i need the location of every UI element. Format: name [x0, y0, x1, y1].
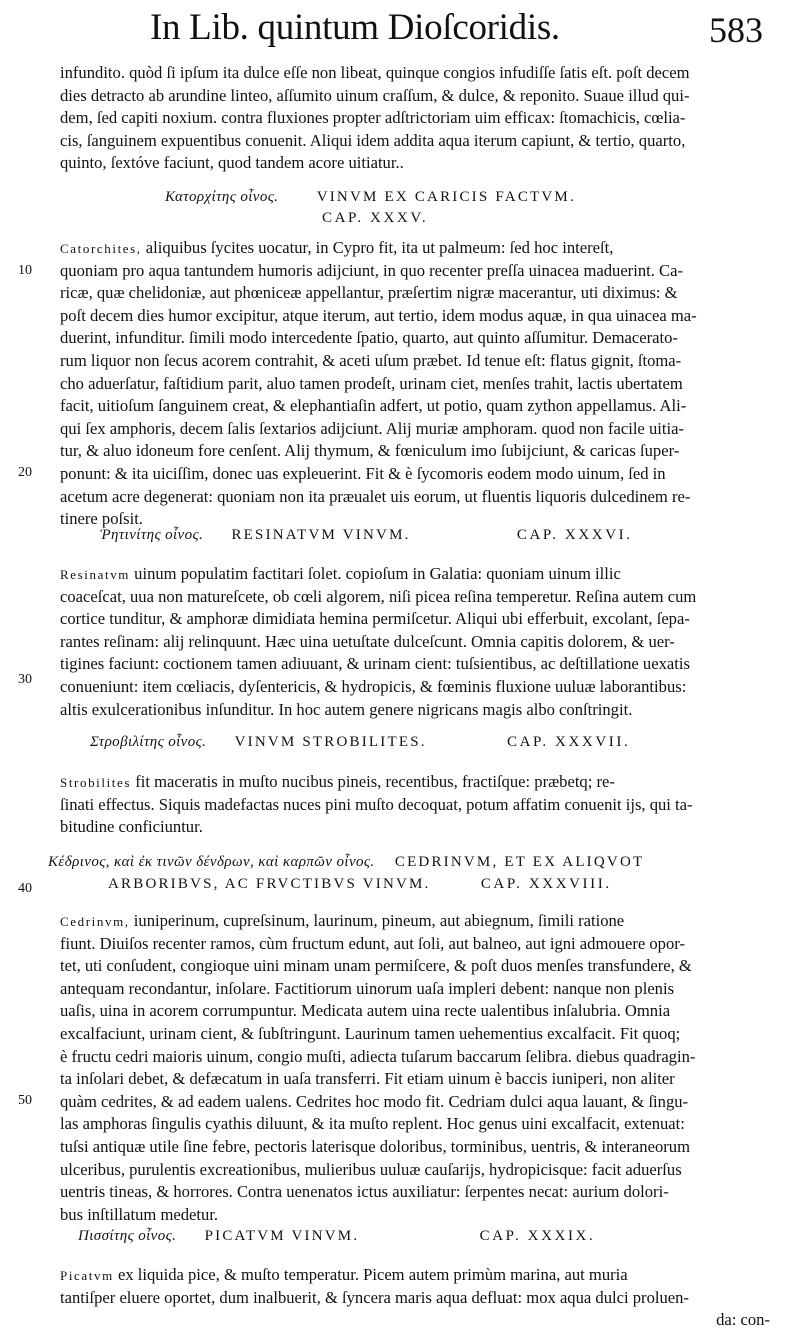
text-line: duerint, infunditur. ſimili modo intercedente ſpatio, quarto, aut quinto aſſumitur. Demacerato- [60, 328, 678, 348]
text-line: las amphoras ſingulis cyathis diluunt, & ita muſto replent. Hoc genus uini excalfacit, extenuat: [60, 1114, 685, 1134]
text-line: quoniam pro aqua tantundem humoris adijciunt, in quo recenter preſſa uinacea maduerint. Ca- [60, 260, 683, 280]
text-line: è fructu cedri maioris uinum, congio muſti, adiecta tuſarum baccarum ſelibra. diebus quadragin- [60, 1046, 696, 1066]
lead-word: Strobilites [60, 775, 132, 790]
text-line: infundito. quòd ſi ipſum ita dulce eſſe non libeat, quinque congios infudiſſe ſatis eſt. poſt decem [60, 63, 690, 82]
margin-line-number: 30 [18, 672, 32, 687]
lead-word: Catorchites, [60, 241, 142, 256]
greek-title: Στροβιλίτης οἶνος. [90, 734, 207, 750]
margin-line-number: 20 [18, 465, 32, 480]
chapter-heading [48, 852, 644, 872]
text-line: da: con- [716, 1310, 770, 1330]
latin-title: VINVM STROBILITES. [234, 734, 427, 750]
text-line: rum liquor non ſecus acorem contrahit, & aceti uſum præbet. Id tenue eſt: flatus gignit, ſtoma- [60, 350, 682, 370]
text-line: Cedrinvm, iuniperinum, cupreſsinum, laurinum, pineum, aut abiegnum, ſimili ratione [60, 911, 625, 930]
latin-title: PICATVM VINVM. [204, 1228, 360, 1244]
lead-word: Resinatvm [60, 567, 131, 582]
running-title: In Lib. quintum Dioſcoridis. [150, 7, 560, 48]
text-line: excalfaciunt, urinam cient, & ſubſtringunt. Laurinum tamen uehementius excalfacit. Fit quoq; [60, 1023, 681, 1043]
text-line: facit, uitioſum ſanguinem creat, & elephantiaſin adfert, ut potio, quam zython appellamus. Ali- [60, 396, 687, 416]
text-line: quinto, ſextóve faciunt, quod tandem acore uitiatur.. [60, 153, 404, 173]
text-line: dem, ſed capiti noxium. contra fluxiones propter adſtrictoriam uim efficax: ſtomachicis, cœlia- [60, 108, 686, 128]
chapter-heading-continued [108, 874, 612, 894]
greek-title: Ῥητινίτης οἶνος. [100, 527, 204, 543]
text-line: cortice tunditur, & amphoræ dimidiata hemina permiſcetur. Aliqui ubi efferbuit, excolant, ſepa- [60, 609, 690, 629]
text-line: bitudine conficiuntur. [60, 817, 203, 837]
latin-title-continued: ARBORIBVS, AC FRVCTIBVS VINVM. [108, 876, 431, 892]
text-line: ricæ, quæ chelidoniæ, aut phœniceæ appellantur, præſertim nigræ macerantur, uti diximus: & [60, 283, 678, 303]
latin-title: VINVM EX CARICIS FACTVM. [316, 189, 576, 205]
text-line: Catorchites, aliquibus ſycites uocatur, in Cypro fit, ita ut palmeum: ſed hoc intereſt, [60, 238, 614, 257]
text-line: conueniunt: item cœliacis, dyſentericis, & hydropicis, & fœminis fluxione uuluæ laborantibus: [60, 676, 687, 696]
text-line: cho aduerſatur, faſtidium parit, aluo tamen prodeſt, urinam ciet, menſes trahit, lactis ubertatem [60, 373, 683, 393]
chapter-paragraph [60, 237, 770, 531]
text-line: altis exulcerationibus inſunditur. In hoc autem genere nigricans magis albo conſtringit. [60, 699, 633, 719]
text-line: tigines faciunt: coctionem tamen adiuuant, & urinam cient: tuſsientibus, ac deſtillatione uexatis [60, 654, 690, 674]
text-line: rantes reſinam: alij relinquunt. Hæc uina uetuſtate dulceſcunt. Omnia capitis dolorem, & uer- [60, 631, 675, 651]
text-line: ſinati effectus. Siquis madefactas nuces pini muſto decoquat, potum affatim conuenit ijs, qui ta- [60, 794, 693, 814]
latin-title: CEDRINVM, ET EX ALIQVOT [394, 854, 645, 870]
text-line: poſt decem dies humor excipitur, atque iterum, aut tertio, idem modus aquæ, in qua uinacea ma- [60, 305, 697, 325]
text-line: dies detracto ab arundine linteo, aſſumito uinum craſſum, & dulce, & reponito. Suaue illud qui- [60, 85, 690, 105]
chapter-heading [78, 1226, 595, 1246]
chapter-number: CAP. XXXIX. [479, 1228, 596, 1244]
text-line: tinere poſsit. [60, 509, 143, 529]
chapter-paragraph [60, 1264, 770, 1332]
text-line: acetum acre degenerat: quoniam non ita præualet uis eorum, ut fluentis liquoris dulcedinem re- [60, 486, 691, 506]
margin-line-number: 50 [18, 1093, 32, 1108]
text-line: uentris tineas, & horrores. Contra uenenatos ictus auxiliatur: ſerpentes necat: aurium dolori- [60, 1182, 669, 1202]
chapter-heading [90, 732, 630, 752]
text-line: cis, ſanguinem expuentibus conuenit. Aliqui idem addita aqua iterum capiunt, & tertio, quarto, [60, 130, 686, 150]
margin-line-number: 10 [18, 263, 32, 278]
text-line: ponunt: & ita uiciſſim, donec uas expleuerint. Fit & è ſycomoris eodem modo uinum, ſed in [60, 463, 666, 483]
text-line: Strobilites fit maceratis in muſto nucibus pineis, recentibus, fractiſque: præbetq; re- [60, 772, 615, 791]
lead-word: Cedrinvm, [60, 914, 130, 929]
intro-paragraph [60, 62, 770, 175]
text-line: tantiſper eluere oportet, dum inalbuerit, & ſyncera maris aqua defluat: mox aqua dulci proluen- [60, 1287, 689, 1307]
latin-title: RESINATVM VINVM. [231, 527, 411, 543]
text-line: ulceribus, purulentis excreationibus, mulieribus uuluæ cauſarijs, hydropicisque: facit aduerſus [60, 1159, 682, 1179]
page-number: 583 [709, 10, 763, 50]
text-line: Resinatvm uinum populatim factitari ſolet. copioſum in Galatia: quoniam uinum illic [60, 564, 621, 583]
lead-word: Picatvm [60, 1268, 114, 1283]
chapter-paragraph [60, 771, 770, 839]
text-line: fiunt. Diuiſos recenter ramos, cùm fructum edunt, aut ſoli, aut balneo, aut igni admouere opor- [60, 933, 685, 953]
chapter-number: CAP. XXXV. [322, 210, 429, 226]
text-line: Picatvm ex liquida pice, & muſto temperatur. Picem autem primùm marina, aut muria [60, 1265, 628, 1284]
greek-title: Κατορχίτης οἶνος. [165, 189, 279, 205]
text-line: tur, & aluo idoneum fore cenſent. Alij thymum, & fœniculum imo ſubijciunt, & caricas ſuper- [60, 441, 680, 461]
text-line: bus inſtillatum medetur. [60, 1204, 219, 1224]
chapter-number: CAP. XXXVIII. [480, 876, 612, 892]
text-line: uaſis, uina in acorem corrumpuntur. Medicata autem uina recte ualentibus inſalubria. Omnia [60, 1001, 671, 1021]
chapter-number: CAP. XXXVI. [516, 527, 633, 543]
greek-title: Κέδρινος, καὶ ἐκ τινῶν δένδρων, καὶ καρπῶν οἶνος. [48, 854, 375, 870]
chapter-heading [165, 187, 576, 207]
chapter-number: CAP. XXXVII. [507, 734, 631, 750]
text-line: qui ſex amphoris, decem ſalis ſextarios adijciunt. Alij muriæ amphoram. quod non facile uitia- [60, 418, 684, 438]
text-line: tuſsi antiquæ utile ſine febre, pectoris laterisque doloribus, torminibus, uentris, & interaneorum [60, 1136, 690, 1156]
text-line: ta inſolari debet, & defæcatum in uaſa transferri. Fit etiam uinum è baccis iuniperi, non aliter [60, 1069, 675, 1089]
text-line: antequam recondantur, inſolare. Factitiorum uinorum uaſa impleri debent: nanque non plenis [60, 978, 675, 998]
text-line: coaceſcat, uua non matureſcete, ob cœli algorem, niſi picea reſina temperetur. Reſina autem cum [60, 586, 697, 606]
greek-title: Πισσίτης οἶνος. [78, 1228, 177, 1244]
margin-line-number: 40 [18, 881, 32, 896]
chapter-paragraph [60, 563, 770, 721]
text-line: quàm cedrites, & ad eadem ualens. Cedrites hoc modo fit. Cedriam dulci aqua lauant, & ſingu- [60, 1091, 689, 1111]
text-line: tet, uti conſudent, congioque uini minam unam permiſcere, & poſt duos menſes transfundere, & [60, 956, 692, 976]
chapter-paragraph [60, 910, 770, 1226]
chapter-heading [100, 525, 633, 545]
